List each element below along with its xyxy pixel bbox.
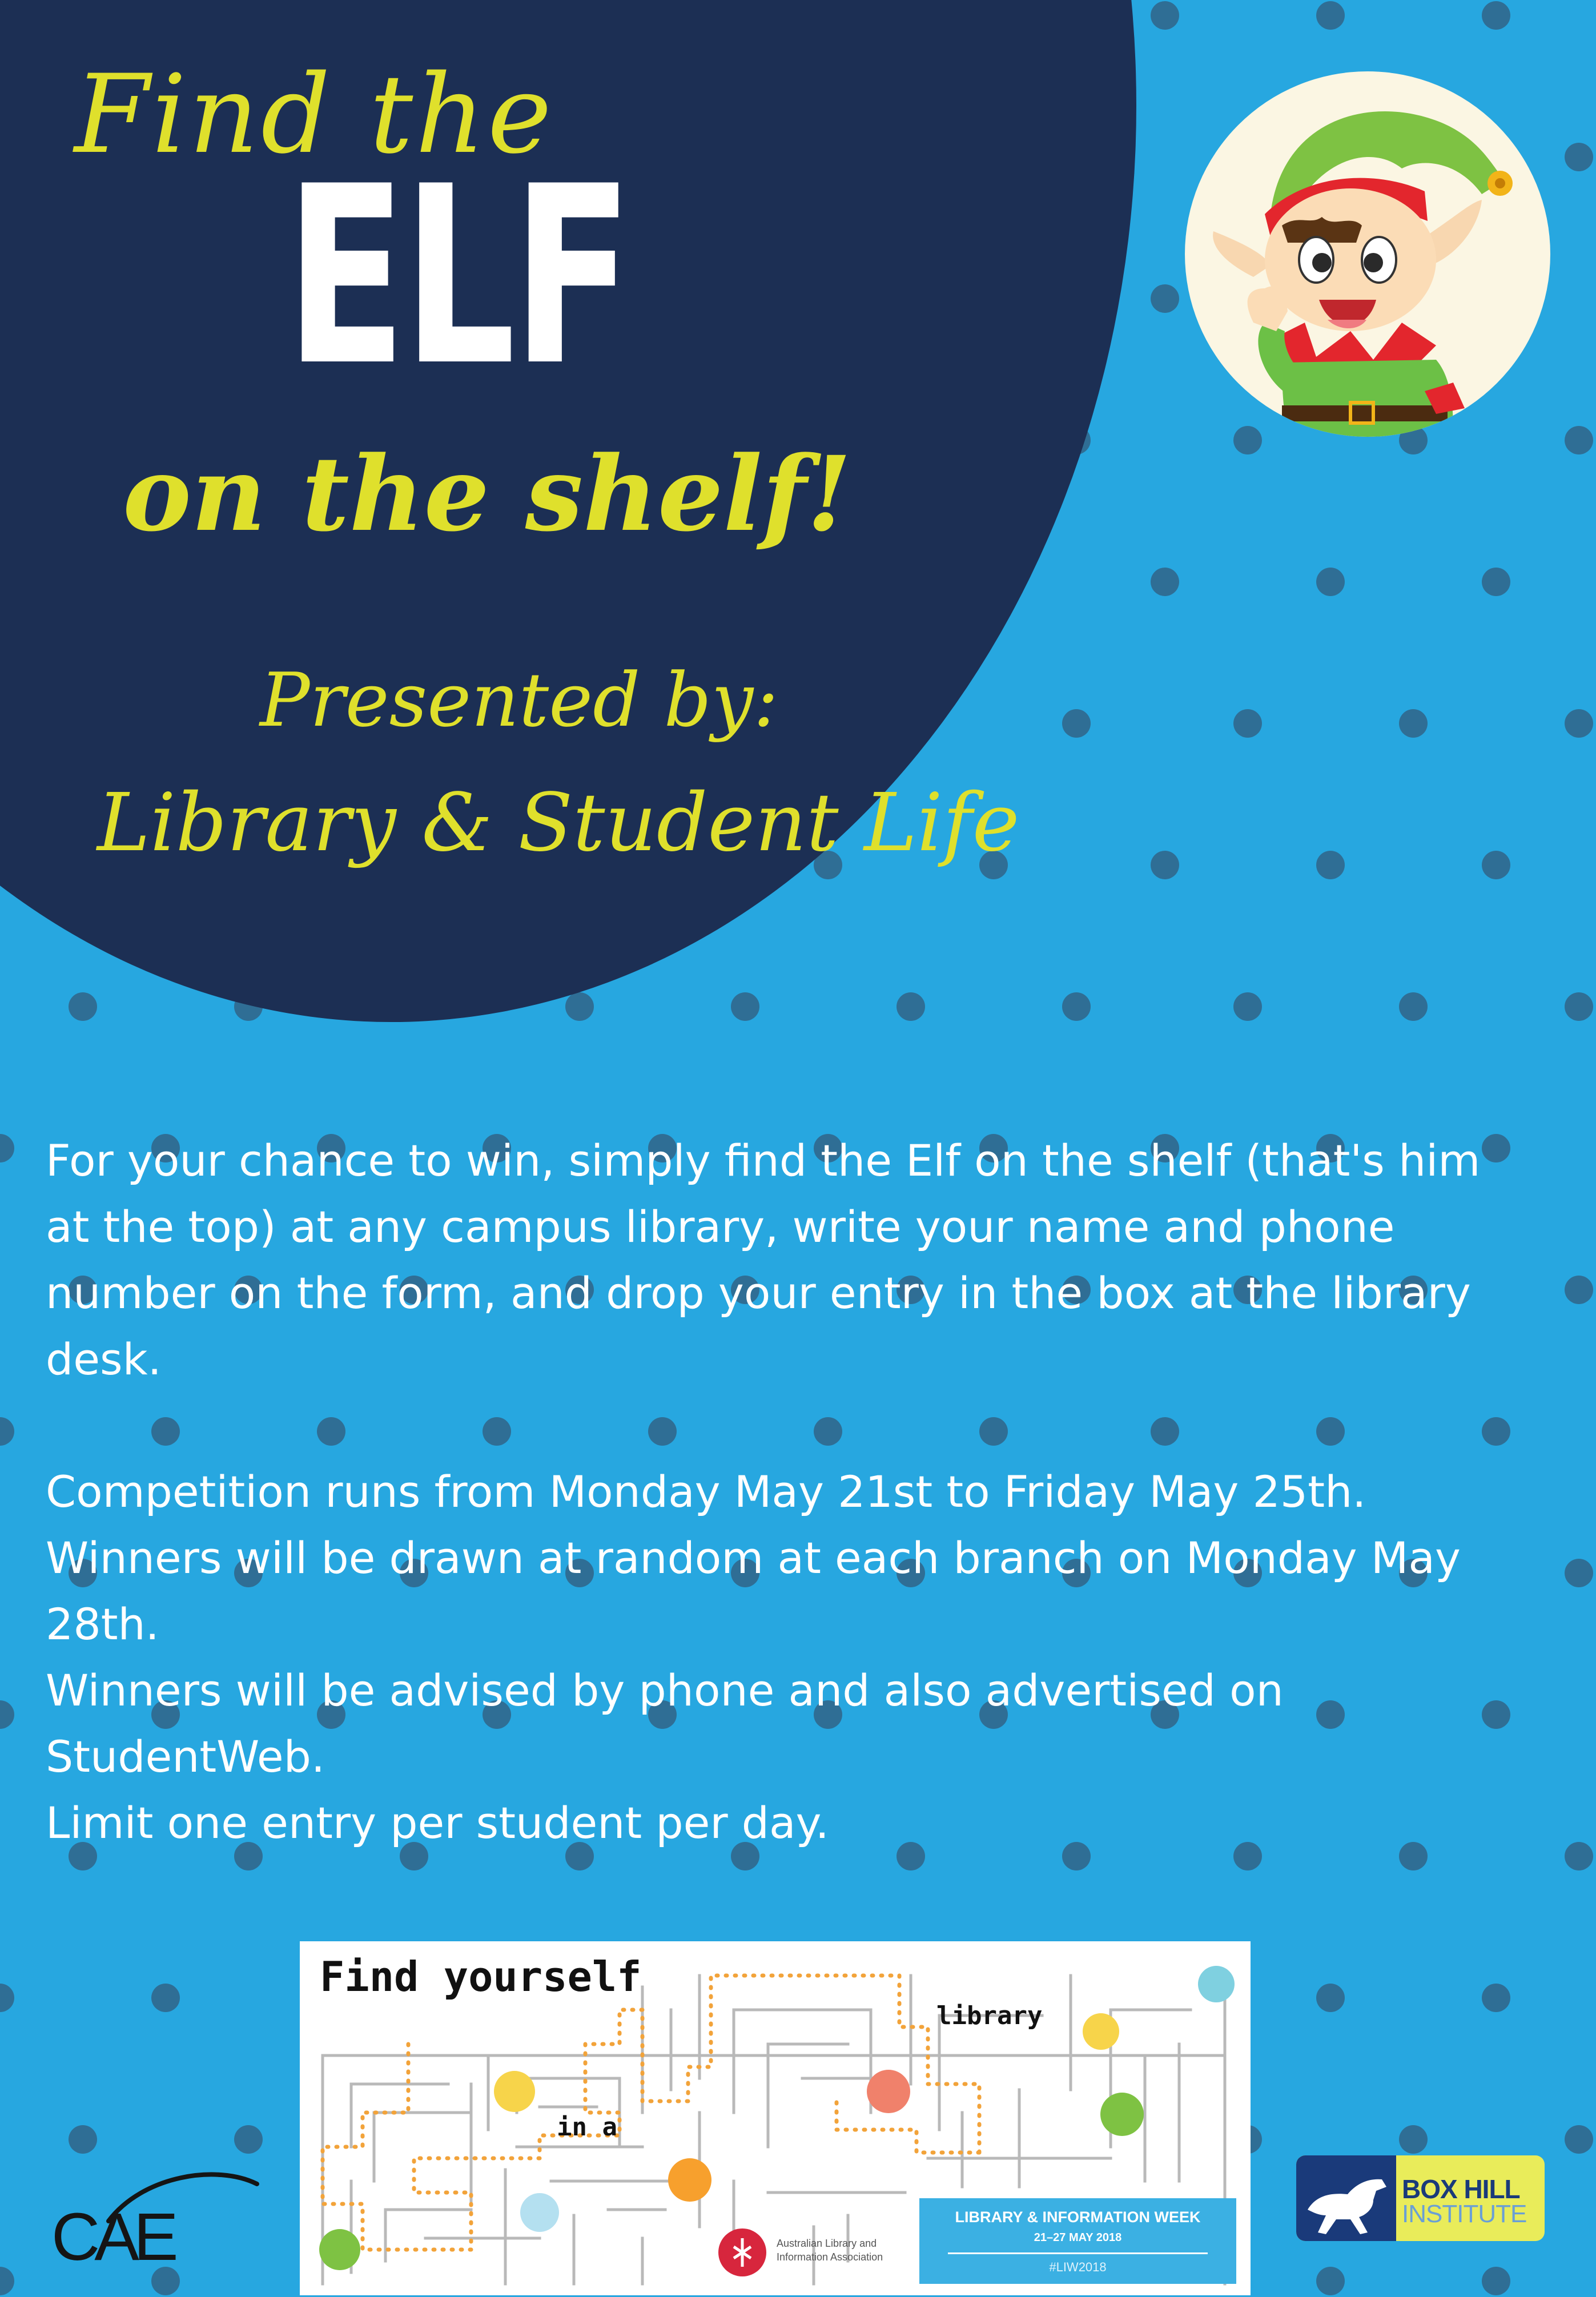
polka-dot: [1565, 992, 1593, 1021]
library-week-title: LIBRARY & INFORMATION WEEK: [955, 2209, 1201, 2226]
polka-dot: [69, 992, 97, 1021]
library-week-badge: [919, 2198, 1236, 2284]
title-on-the-shelf: on the shelf!: [123, 434, 852, 554]
polka-dot: [1399, 992, 1428, 1021]
polka-dot: [1233, 426, 1262, 454]
find-yourself-text: Find yourself: [320, 1953, 642, 2001]
polka-dot: [1399, 709, 1428, 738]
competition-dates: Competition runs from Monday May 21st to Friday May 25th.: [46, 1466, 1366, 1517]
polka-dot: [1062, 709, 1091, 738]
entry-limit: Limit one entry per student per day.: [46, 1797, 829, 1848]
polka-dot: [1151, 851, 1179, 879]
cae-wordmark: CAE: [51, 2199, 173, 2275]
polka-dot: [1565, 143, 1593, 171]
alia-logo-text: Australian Library and Information Association: [777, 2238, 883, 2263]
polka-dot: [1233, 992, 1262, 1021]
presented-by-label: Presented by:: [260, 657, 779, 743]
polka-dot: [1151, 284, 1179, 313]
polka-dot: [1482, 568, 1510, 596]
polka-dot: [1316, 1, 1345, 30]
polka-dot: [0, 1700, 14, 1729]
presenter-name: Library & Student Life: [97, 777, 1020, 870]
cae-logo: [46, 2141, 274, 2284]
polka-dot: [1316, 1984, 1345, 2012]
polka-dot: [1316, 568, 1345, 596]
library-text: library: [936, 2001, 1043, 2030]
title-elf: ELF: [286, 134, 630, 420]
polka-dot: [1482, 1984, 1510, 2012]
polka-dot: [0, 1417, 14, 1446]
winners-notification: Winners will be advised by phone and also advertised on StudentWeb.: [46, 1665, 1284, 1782]
polka-dot: [1151, 568, 1179, 596]
polka-dot: [897, 992, 925, 1021]
polka-dot: [565, 992, 594, 1021]
polka-dot: [0, 2267, 14, 2295]
polka-dot: [1482, 1, 1510, 30]
polka-dot: [151, 1984, 180, 2012]
polka-dot: [1316, 851, 1345, 879]
winners-draw-info: Winners will be drawn at random at each branch on Monday May 28th.: [46, 1532, 1461, 1650]
polka-dot: [731, 992, 759, 1021]
elf-illustration: [1185, 71, 1550, 437]
polka-dot: [1565, 709, 1593, 738]
polka-dot: [1565, 1559, 1593, 1587]
polka-dot: [1399, 2125, 1428, 2154]
polka-dot: [1565, 1842, 1593, 1870]
badge-divider: [948, 2252, 1208, 2254]
polka-dot: [1565, 426, 1593, 454]
elf-icon: [1185, 71, 1550, 437]
polka-dot: [0, 1984, 14, 2012]
entry-instructions: For your chance to win, simply find the Elf on the shelf (that's him at the top) at any campus library, write your name and phone number on the form, and drop your entry in the box at the library desk.: [46, 1135, 1481, 1385]
polka-dot: [1062, 992, 1091, 1021]
polka-dot: [1233, 709, 1262, 738]
polka-dot: [1565, 2125, 1593, 2154]
polka-dot: [0, 1134, 14, 1162]
box-hill-institute-logo: [1296, 2155, 1545, 2241]
polka-dot: [1316, 2267, 1345, 2295]
horse-icon: [1296, 2155, 1396, 2241]
competition-details: [46, 1128, 1530, 1856]
title-find-the: Find the: [74, 51, 554, 178]
polka-dot: [1482, 851, 1510, 879]
polka-dot: [1151, 1, 1179, 30]
library-week-dates: 21–27 MAY 2018: [1034, 2231, 1122, 2244]
library-week-hashtag: #LIW2018: [1049, 2260, 1107, 2274]
polka-dot: [1565, 1276, 1593, 1304]
bhi-wordmark-line2: INSTITUTE: [1402, 2200, 1527, 2228]
library-week-banner: [300, 1941, 1251, 2295]
polka-dot: [1482, 2267, 1510, 2295]
bhi-wordmark-line1: BOX HILL: [1402, 2174, 1520, 2204]
in-a-text: in a: [557, 2113, 617, 2142]
